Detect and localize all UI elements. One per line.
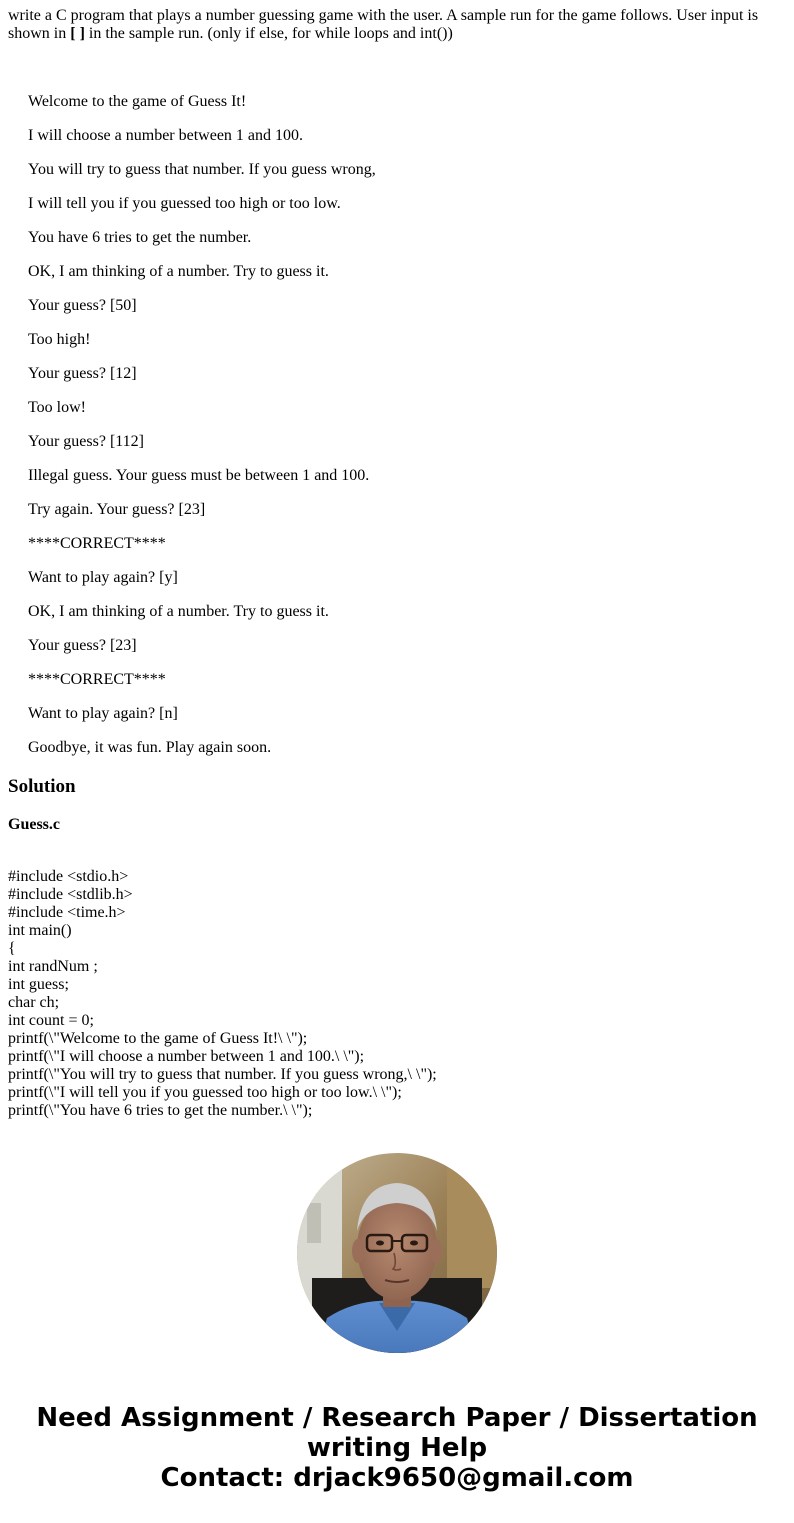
sample-line: ****CORRECT**** <box>28 535 166 552</box>
code-listing <box>8 868 437 1120</box>
sample-line: Goodbye, it was fun. Play again soon. <box>28 739 272 756</box>
sample-line: Try again. Your guess? [23] <box>28 501 206 518</box>
code-line: printf(\"I will tell you if you guessed too high or too low.\ \"); <box>8 1084 402 1101</box>
promo-line: writing Help <box>306 1433 488 1463</box>
contact-email: Contact: drjack9650@gmail.com <box>160 1463 634 1493</box>
sample-line: Too high! <box>28 331 91 348</box>
sample-line: I will choose a number between 1 and 100. <box>28 127 304 144</box>
sample-line: Your guess? [23] <box>28 637 137 654</box>
code-line: #include <stdlib.h> <box>8 886 133 903</box>
sample-line: Your guess? [112] <box>28 433 144 450</box>
sample-line: Illegal guess. Your guess must be between 1 and 100. <box>28 467 370 484</box>
code-line: printf(\"You will try to guess that number. If you guess wrong,\ \"); <box>8 1066 437 1083</box>
code-line: { <box>8 940 16 957</box>
author-photo <box>297 1153 497 1353</box>
code-line: printf(\"You have 6 tries to get the number.\ \"); <box>8 1102 313 1119</box>
sample-line: OK, I am thinking of a number. Try to guess it. <box>28 603 329 620</box>
question-text-after: in the sample run. (only if else, for while loops and int()) <box>84 25 453 42</box>
sample-line: You have 6 tries to get the number. <box>28 229 252 246</box>
solution-heading: Solution <box>8 776 76 797</box>
sample-line: Welcome to the game of Guess It! <box>28 93 247 110</box>
user-input-marker: [ ] <box>70 25 85 42</box>
promo-line: Need Assignment / Research Paper / Dissertation <box>36 1403 758 1433</box>
sample-line: Want to play again? [y] <box>28 569 178 586</box>
filename-heading: Guess.c <box>8 816 60 833</box>
code-line: #include <time.h> <box>8 904 126 921</box>
question-text-before: write a C program that plays a number guessing game with the user. A sample run for the game follows. User input is shown in <box>8 7 759 42</box>
contact-banner <box>0 1403 794 1493</box>
sample-line: Too low! <box>28 399 86 416</box>
sample-line: Want to play again? [n] <box>28 705 178 722</box>
sample-line: Your guess? [50] <box>28 297 137 314</box>
code-line: printf(\"I will choose a number between 1 and 100.\ \"); <box>8 1048 365 1065</box>
portrait-image <box>297 1153 497 1353</box>
code-line: int count = 0; <box>8 1012 94 1029</box>
code-line: int randNum ; <box>8 958 98 975</box>
code-line: char ch; <box>8 994 60 1011</box>
sample-line: Your guess? [12] <box>28 365 137 382</box>
sample-line: OK, I am thinking of a number. Try to guess it. <box>28 263 329 280</box>
sample-line: ****CORRECT**** <box>28 671 166 688</box>
code-line: printf(\"Welcome to the game of Guess It!\ \"); <box>8 1030 308 1047</box>
question-text <box>8 7 786 43</box>
sample-run <box>28 93 376 773</box>
code-line: int guess; <box>8 976 69 993</box>
sample-line: You will try to guess that number. If you guess wrong, <box>28 161 376 178</box>
code-line: #include <stdio.h> <box>8 868 129 885</box>
sample-line: I will tell you if you guessed too high or too low. <box>28 195 341 212</box>
code-line: int main() <box>8 922 72 939</box>
